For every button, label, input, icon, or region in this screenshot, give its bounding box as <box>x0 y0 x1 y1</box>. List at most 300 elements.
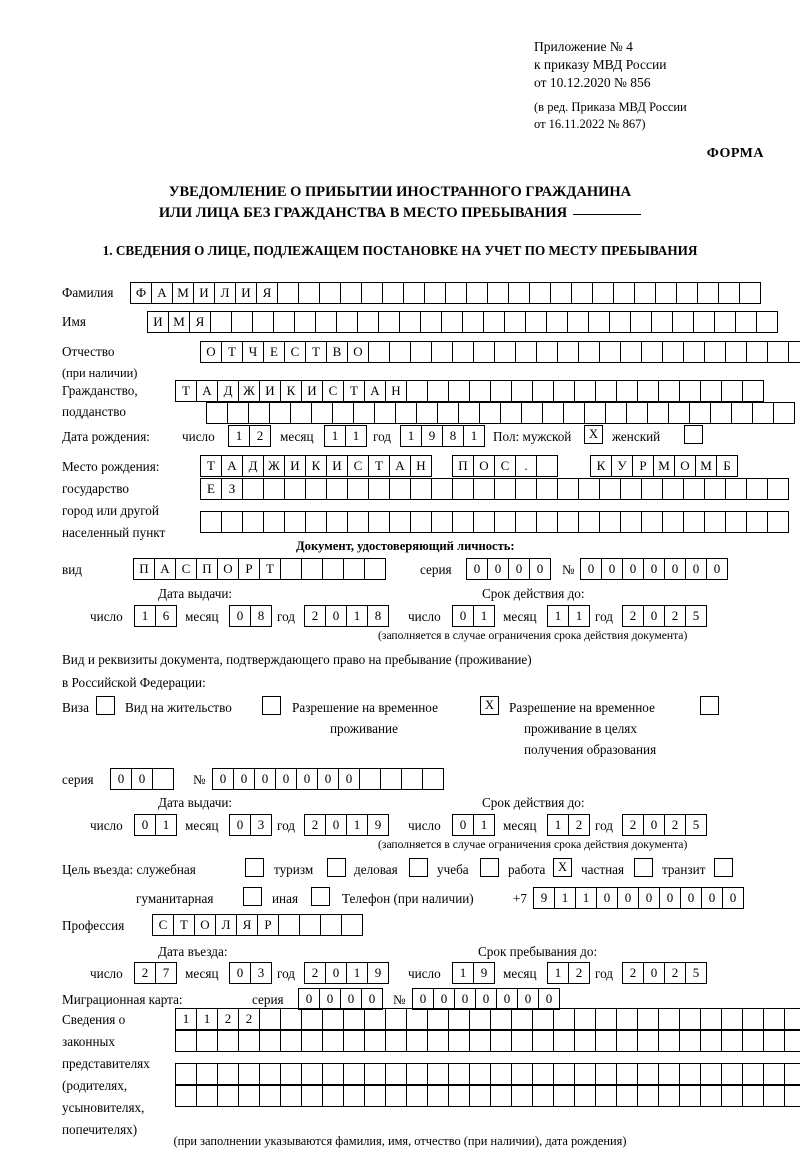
char-cell[interactable]: Т <box>200 455 222 477</box>
field-migration-series[interactable] <box>298 988 382 1010</box>
char-cell[interactable]: 2 <box>622 605 644 627</box>
char-cell[interactable] <box>679 1063 701 1085</box>
char-cell[interactable] <box>679 1085 701 1107</box>
char-cell[interactable] <box>616 1063 638 1085</box>
char-cell[interactable] <box>616 380 638 402</box>
char-cell[interactable]: Т <box>343 380 365 402</box>
char-cell[interactable] <box>263 478 285 500</box>
char-cell[interactable] <box>389 341 411 363</box>
char-cell[interactable] <box>359 768 381 790</box>
field-birth-city-line2[interactable] <box>200 478 788 500</box>
char-cell[interactable]: 2 <box>622 962 644 984</box>
char-cell[interactable]: 5 <box>685 962 707 984</box>
char-cell[interactable]: 3 <box>250 814 272 836</box>
char-cell[interactable] <box>641 341 663 363</box>
char-cell[interactable] <box>374 402 396 424</box>
field-doc-number[interactable] <box>580 558 727 580</box>
char-cell[interactable] <box>473 478 495 500</box>
char-cell[interactable] <box>553 1085 575 1107</box>
char-cell[interactable]: Л <box>215 914 237 936</box>
char-cell[interactable] <box>746 478 768 500</box>
char-cell[interactable] <box>385 1030 407 1052</box>
char-cell[interactable] <box>490 1008 512 1030</box>
char-cell[interactable] <box>269 402 291 424</box>
char-cell[interactable] <box>221 511 243 533</box>
char-cell[interactable] <box>613 282 635 304</box>
char-cell[interactable]: С <box>322 380 344 402</box>
char-cell[interactable] <box>200 511 222 533</box>
char-cell[interactable] <box>630 311 652 333</box>
char-cell[interactable] <box>683 341 705 363</box>
char-cell[interactable]: 0 <box>340 988 362 1010</box>
char-cell[interactable] <box>658 1030 680 1052</box>
char-cell[interactable]: Ж <box>238 380 260 402</box>
char-cell[interactable] <box>742 1085 764 1107</box>
char-cell[interactable]: Т <box>305 341 327 363</box>
field-citizenship[interactable] <box>175 380 763 402</box>
char-cell[interactable]: С <box>175 558 197 580</box>
char-cell[interactable]: И <box>301 380 323 402</box>
char-cell[interactable]: 1 <box>196 1008 218 1030</box>
char-cell[interactable] <box>326 511 348 533</box>
field-doc-valid-year[interactable] <box>622 605 706 627</box>
char-cell[interactable] <box>574 1030 596 1052</box>
char-cell[interactable]: А <box>154 558 176 580</box>
char-cell[interactable] <box>273 311 295 333</box>
char-cell[interactable] <box>448 1030 470 1052</box>
checkbox-purpose-service[interactable] <box>245 858 264 877</box>
char-cell[interactable]: Т <box>173 914 195 936</box>
char-cell[interactable] <box>697 282 719 304</box>
char-cell[interactable] <box>641 478 663 500</box>
char-cell[interactable]: 0 <box>496 988 518 1010</box>
field-legal-rep-line-1[interactable] <box>175 1008 800 1030</box>
char-cell[interactable] <box>752 402 774 424</box>
char-cell[interactable] <box>196 1063 218 1085</box>
char-cell[interactable] <box>511 1063 533 1085</box>
char-cell[interactable]: 0 <box>617 887 639 909</box>
char-cell[interactable] <box>515 478 537 500</box>
char-cell[interactable] <box>332 402 354 424</box>
char-cell[interactable]: В <box>326 341 348 363</box>
char-cell[interactable] <box>490 380 512 402</box>
checkbox-purpose-work[interactable]: X <box>553 858 572 877</box>
char-cell[interactable] <box>704 341 726 363</box>
char-cell[interactable] <box>217 1063 239 1085</box>
char-cell[interactable] <box>278 914 300 936</box>
char-cell[interactable]: А <box>151 282 173 304</box>
field-citizenship-line2[interactable] <box>206 402 794 424</box>
char-cell[interactable] <box>487 282 509 304</box>
char-cell[interactable]: . <box>515 455 537 477</box>
char-cell[interactable]: 0 <box>680 887 702 909</box>
char-cell[interactable] <box>553 1030 575 1052</box>
char-cell[interactable] <box>784 1085 800 1107</box>
char-cell[interactable] <box>571 282 593 304</box>
char-cell[interactable] <box>767 341 789 363</box>
field-stay-issue-day[interactable] <box>134 814 176 836</box>
char-cell[interactable]: 0 <box>338 768 360 790</box>
char-cell[interactable] <box>431 511 453 533</box>
char-cell[interactable]: И <box>284 455 306 477</box>
char-cell[interactable] <box>238 1063 260 1085</box>
char-cell[interactable] <box>529 282 551 304</box>
char-cell[interactable]: 0 <box>538 988 560 1010</box>
char-cell[interactable] <box>469 1008 491 1030</box>
field-stay-issue-month[interactable] <box>229 814 271 836</box>
checkbox-purpose-private[interactable] <box>634 858 653 877</box>
field-stay-valid-month[interactable] <box>547 814 589 836</box>
char-cell[interactable] <box>385 1008 407 1030</box>
field-stay-day[interactable] <box>452 962 494 984</box>
field-doc-kind[interactable] <box>133 558 385 580</box>
char-cell[interactable] <box>259 1030 281 1052</box>
char-cell[interactable]: 1 <box>575 887 597 909</box>
field-stay-issue-year[interactable] <box>304 814 388 836</box>
char-cell[interactable]: 0 <box>580 558 602 580</box>
char-cell[interactable]: 2 <box>568 962 590 984</box>
char-cell[interactable] <box>700 1008 722 1030</box>
char-cell[interactable]: И <box>147 311 169 333</box>
char-cell[interactable] <box>441 311 463 333</box>
char-cell[interactable]: 5 <box>685 814 707 836</box>
char-cell[interactable] <box>746 341 768 363</box>
char-cell[interactable] <box>595 380 617 402</box>
field-legal-rep-line-3[interactable] <box>175 1063 800 1085</box>
field-migration-number[interactable] <box>412 988 559 1010</box>
char-cell[interactable] <box>557 511 579 533</box>
char-cell[interactable] <box>389 478 411 500</box>
char-cell[interactable]: 9 <box>367 814 389 836</box>
char-cell[interactable] <box>578 511 600 533</box>
char-cell[interactable] <box>532 1063 554 1085</box>
char-cell[interactable] <box>424 282 446 304</box>
char-cell[interactable] <box>584 402 606 424</box>
char-cell[interactable] <box>410 511 432 533</box>
char-cell[interactable] <box>322 1063 344 1085</box>
char-cell[interactable]: З <box>221 478 243 500</box>
char-cell[interactable] <box>773 402 795 424</box>
char-cell[interactable] <box>217 1030 239 1052</box>
char-cell[interactable] <box>319 282 341 304</box>
char-cell[interactable] <box>494 511 516 533</box>
char-cell[interactable] <box>739 282 761 304</box>
char-cell[interactable] <box>658 1063 680 1085</box>
char-cell[interactable] <box>364 1030 386 1052</box>
char-cell[interactable] <box>634 282 656 304</box>
field-stay-valid-year[interactable] <box>622 814 706 836</box>
field-stay-month[interactable] <box>547 962 589 984</box>
char-cell[interactable] <box>210 311 232 333</box>
char-cell[interactable] <box>389 511 411 533</box>
char-cell[interactable] <box>422 768 444 790</box>
char-cell[interactable] <box>445 282 467 304</box>
char-cell[interactable]: 2 <box>664 814 686 836</box>
char-cell[interactable] <box>742 1008 764 1030</box>
char-cell[interactable] <box>364 1008 386 1030</box>
char-cell[interactable]: Е <box>263 341 285 363</box>
char-cell[interactable] <box>406 1030 428 1052</box>
char-cell[interactable]: С <box>284 341 306 363</box>
char-cell[interactable] <box>658 1085 680 1107</box>
char-cell[interactable] <box>756 311 778 333</box>
char-cell[interactable] <box>469 1063 491 1085</box>
checkbox-visa[interactable] <box>96 696 115 715</box>
char-cell[interactable]: 0 <box>643 605 665 627</box>
char-cell[interactable]: М <box>653 455 675 477</box>
char-cell[interactable] <box>605 402 627 424</box>
field-birth-day[interactable] <box>228 425 270 447</box>
char-cell[interactable]: О <box>347 341 369 363</box>
char-cell[interactable]: И <box>326 455 348 477</box>
char-cell[interactable]: 0 <box>508 558 530 580</box>
char-cell[interactable]: Ж <box>263 455 285 477</box>
char-cell[interactable]: 1 <box>228 425 250 447</box>
char-cell[interactable] <box>227 402 249 424</box>
char-cell[interactable]: 0 <box>412 988 434 1010</box>
char-cell[interactable] <box>284 478 306 500</box>
char-cell[interactable] <box>368 341 390 363</box>
char-cell[interactable] <box>683 511 705 533</box>
char-cell[interactable] <box>357 311 379 333</box>
char-cell[interactable] <box>735 311 757 333</box>
char-cell[interactable]: 1 <box>346 962 368 984</box>
char-cell[interactable] <box>742 380 764 402</box>
char-cell[interactable] <box>504 311 526 333</box>
char-cell[interactable]: 0 <box>596 887 618 909</box>
char-cell[interactable]: 0 <box>664 558 686 580</box>
char-cell[interactable]: 2 <box>304 962 326 984</box>
char-cell[interactable]: 5 <box>685 605 707 627</box>
char-cell[interactable] <box>416 402 438 424</box>
char-cell[interactable] <box>343 1085 365 1107</box>
char-cell[interactable] <box>553 1008 575 1030</box>
char-cell[interactable]: 0 <box>685 558 707 580</box>
char-cell[interactable] <box>341 914 363 936</box>
char-cell[interactable]: С <box>347 455 369 477</box>
char-cell[interactable] <box>206 402 228 424</box>
char-cell[interactable]: Я <box>236 914 258 936</box>
char-cell[interactable] <box>592 282 614 304</box>
char-cell[interactable] <box>437 402 459 424</box>
char-cell[interactable] <box>500 402 522 424</box>
char-cell[interactable] <box>196 1030 218 1052</box>
char-cell[interactable] <box>473 511 495 533</box>
char-cell[interactable]: 2 <box>664 962 686 984</box>
char-cell[interactable] <box>401 768 423 790</box>
char-cell[interactable]: С <box>152 914 174 936</box>
char-cell[interactable] <box>385 1063 407 1085</box>
char-cell[interactable] <box>536 455 558 477</box>
char-cell[interactable]: 1 <box>134 605 156 627</box>
char-cell[interactable] <box>693 311 715 333</box>
char-cell[interactable] <box>248 402 270 424</box>
char-cell[interactable] <box>343 1008 365 1030</box>
char-cell[interactable]: 2 <box>134 962 156 984</box>
char-cell[interactable] <box>525 311 547 333</box>
char-cell[interactable] <box>320 914 342 936</box>
char-cell[interactable] <box>469 1030 491 1052</box>
char-cell[interactable] <box>746 511 768 533</box>
char-cell[interactable] <box>284 511 306 533</box>
char-cell[interactable]: 7 <box>155 962 177 984</box>
char-cell[interactable] <box>469 1085 491 1107</box>
checkbox-purpose-study[interactable] <box>480 858 499 877</box>
char-cell[interactable] <box>448 380 470 402</box>
char-cell[interactable] <box>578 478 600 500</box>
char-cell[interactable] <box>452 341 474 363</box>
char-cell[interactable]: О <box>217 558 239 580</box>
char-cell[interactable]: 0 <box>317 768 339 790</box>
char-cell[interactable]: 0 <box>454 988 476 1010</box>
char-cell[interactable] <box>662 478 684 500</box>
char-cell[interactable] <box>714 311 736 333</box>
field-name[interactable] <box>147 311 777 333</box>
char-cell[interactable]: 0 <box>319 988 341 1010</box>
char-cell[interactable]: А <box>221 455 243 477</box>
char-cell[interactable]: 0 <box>622 558 644 580</box>
char-cell[interactable]: 2 <box>238 1008 260 1030</box>
char-cell[interactable]: 0 <box>529 558 551 580</box>
char-cell[interactable] <box>641 511 663 533</box>
char-cell[interactable]: 8 <box>250 605 272 627</box>
char-cell[interactable] <box>280 1085 302 1107</box>
char-cell[interactable] <box>259 1008 281 1030</box>
char-cell[interactable]: М <box>695 455 717 477</box>
char-cell[interactable] <box>395 402 417 424</box>
char-cell[interactable] <box>364 1085 386 1107</box>
char-cell[interactable]: 0 <box>361 988 383 1010</box>
char-cell[interactable] <box>511 1030 533 1052</box>
char-cell[interactable] <box>494 341 516 363</box>
char-cell[interactable]: 9 <box>421 425 443 447</box>
char-cell[interactable] <box>427 1085 449 1107</box>
char-cell[interactable]: Н <box>385 380 407 402</box>
char-cell[interactable]: 0 <box>275 768 297 790</box>
char-cell[interactable] <box>175 1085 197 1107</box>
char-cell[interactable] <box>410 341 432 363</box>
char-cell[interactable]: 8 <box>442 425 464 447</box>
char-cell[interactable] <box>483 311 505 333</box>
char-cell[interactable] <box>277 282 299 304</box>
char-cell[interactable]: Т <box>221 341 243 363</box>
char-cell[interactable] <box>448 1063 470 1085</box>
char-cell[interactable] <box>364 1063 386 1085</box>
char-cell[interactable]: К <box>305 455 327 477</box>
char-cell[interactable]: 6 <box>155 605 177 627</box>
char-cell[interactable] <box>742 1030 764 1052</box>
field-birth-city-line3[interactable] <box>200 511 788 533</box>
char-cell[interactable] <box>259 1063 281 1085</box>
char-cell[interactable] <box>536 511 558 533</box>
char-cell[interactable] <box>574 1008 596 1030</box>
char-cell[interactable] <box>301 558 323 580</box>
char-cell[interactable] <box>679 1030 701 1052</box>
char-cell[interactable] <box>550 282 572 304</box>
char-cell[interactable] <box>721 380 743 402</box>
char-cell[interactable] <box>343 1030 365 1052</box>
char-cell[interactable]: Д <box>242 455 264 477</box>
char-cell[interactable]: А <box>196 380 218 402</box>
field-doc-valid-month[interactable] <box>547 605 589 627</box>
char-cell[interactable] <box>679 380 701 402</box>
char-cell[interactable] <box>494 478 516 500</box>
char-cell[interactable]: 0 <box>643 814 665 836</box>
checkbox-edu-residence[interactable] <box>700 696 719 715</box>
char-cell[interactable] <box>380 768 402 790</box>
char-cell[interactable] <box>508 282 530 304</box>
char-cell[interactable]: 0 <box>134 814 156 836</box>
char-cell[interactable] <box>299 914 321 936</box>
char-cell[interactable] <box>343 558 365 580</box>
char-cell[interactable]: Я <box>256 282 278 304</box>
char-cell[interactable]: 1 <box>554 887 576 909</box>
char-cell[interactable] <box>672 311 694 333</box>
checkbox-temp-residence[interactable]: X <box>480 696 499 715</box>
char-cell[interactable] <box>252 311 274 333</box>
char-cell[interactable] <box>620 341 642 363</box>
char-cell[interactable] <box>452 478 474 500</box>
char-cell[interactable]: 0 <box>643 558 665 580</box>
char-cell[interactable]: О <box>674 455 696 477</box>
char-cell[interactable]: 0 <box>701 887 723 909</box>
char-cell[interactable]: 0 <box>325 814 347 836</box>
char-cell[interactable]: 9 <box>533 887 555 909</box>
char-cell[interactable] <box>368 478 390 500</box>
char-cell[interactable]: 2 <box>664 605 686 627</box>
field-entry-month[interactable] <box>229 962 271 984</box>
char-cell[interactable]: Н <box>410 455 432 477</box>
char-cell[interactable] <box>305 478 327 500</box>
char-cell[interactable]: О <box>200 341 222 363</box>
char-cell[interactable] <box>784 1008 800 1030</box>
char-cell[interactable] <box>175 1063 197 1085</box>
char-cell[interactable] <box>431 478 453 500</box>
field-surname[interactable] <box>130 282 760 304</box>
char-cell[interactable] <box>263 511 285 533</box>
char-cell[interactable] <box>763 1030 785 1052</box>
char-cell[interactable]: 1 <box>452 962 474 984</box>
checkbox-purpose-transit[interactable] <box>714 858 733 877</box>
char-cell[interactable] <box>385 1085 407 1107</box>
char-cell[interactable] <box>725 511 747 533</box>
char-cell[interactable] <box>301 1063 323 1085</box>
char-cell[interactable] <box>599 478 621 500</box>
char-cell[interactable] <box>462 311 484 333</box>
char-cell[interactable]: К <box>590 455 612 477</box>
char-cell[interactable] <box>763 1063 785 1085</box>
char-cell[interactable]: Т <box>175 380 197 402</box>
char-cell[interactable] <box>679 1008 701 1030</box>
char-cell[interactable]: П <box>196 558 218 580</box>
field-entry-year[interactable] <box>304 962 388 984</box>
char-cell[interactable] <box>490 1063 512 1085</box>
char-cell[interactable]: Я <box>189 311 211 333</box>
field-stay-year[interactable] <box>622 962 706 984</box>
char-cell[interactable] <box>217 1085 239 1107</box>
char-cell[interactable]: П <box>452 455 474 477</box>
char-cell[interactable] <box>364 558 386 580</box>
char-cell[interactable]: 0 <box>229 962 251 984</box>
char-cell[interactable]: Т <box>259 558 281 580</box>
char-cell[interactable] <box>710 402 732 424</box>
char-cell[interactable] <box>511 380 533 402</box>
char-cell[interactable] <box>595 1030 617 1052</box>
char-cell[interactable] <box>668 402 690 424</box>
char-cell[interactable]: 1 <box>463 425 485 447</box>
char-cell[interactable]: 2 <box>249 425 271 447</box>
char-cell[interactable]: 0 <box>517 988 539 1010</box>
